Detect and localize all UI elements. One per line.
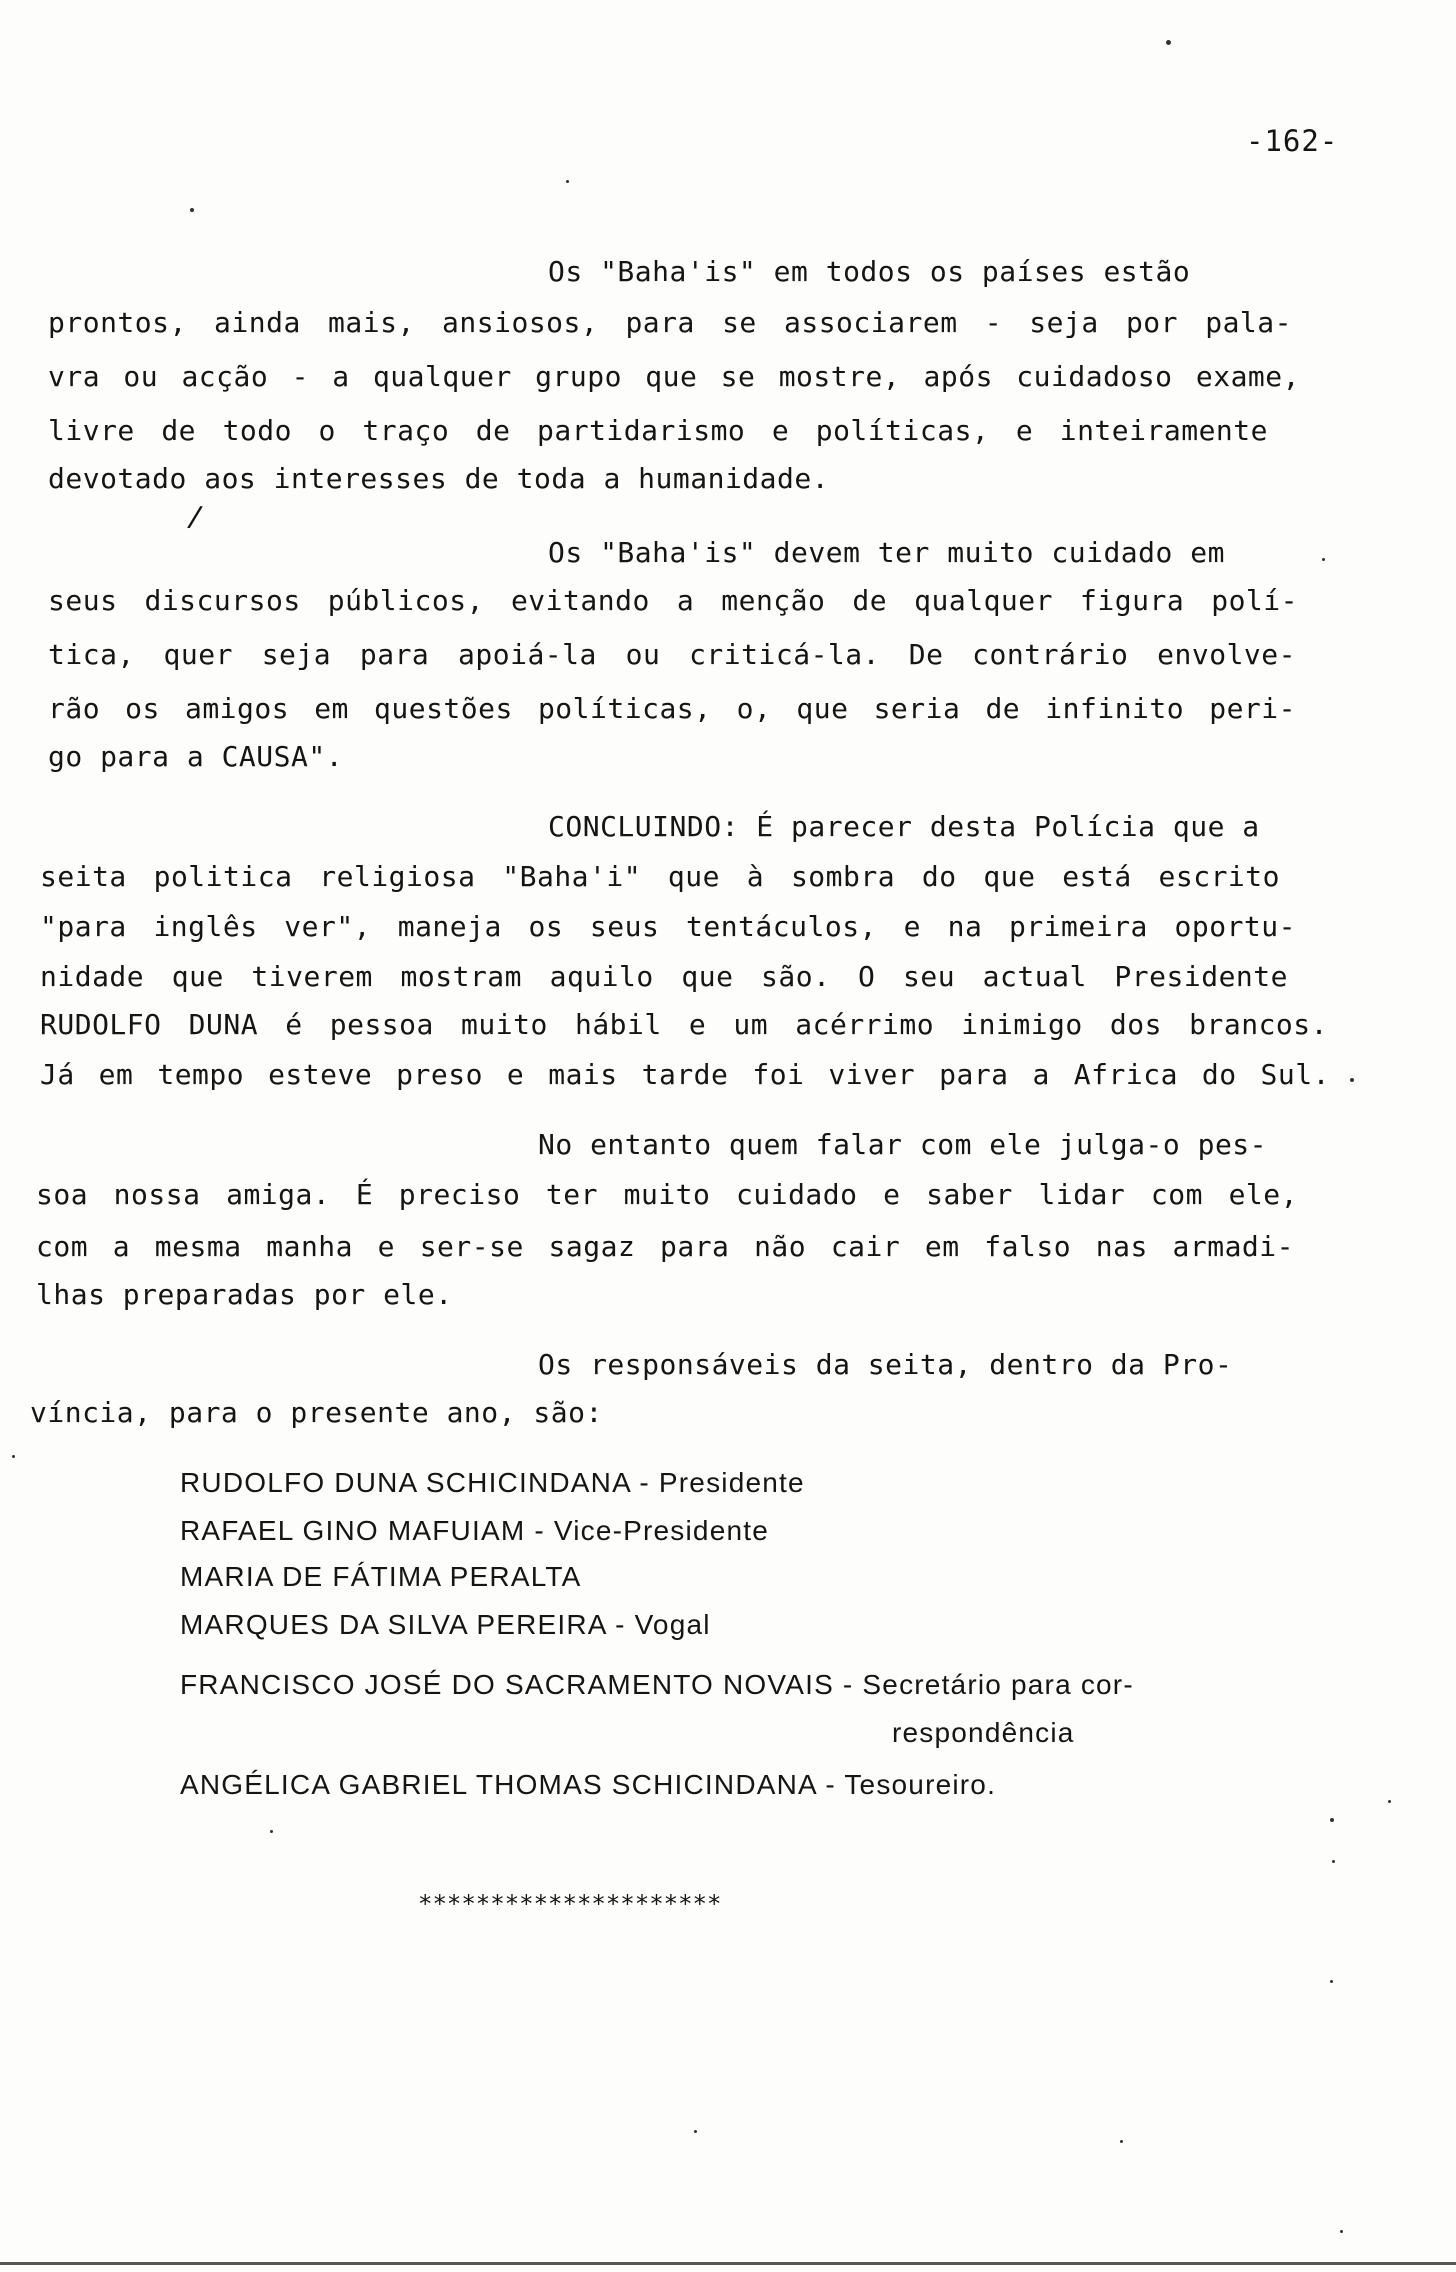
paragraph-2-line-1: Os "Baha'is" devem ter muito cuidado em — [548, 536, 1225, 569]
paragraph-2-line-2: seus discursos públicos, evitando a menção de qualquer figura polí- — [48, 584, 1298, 617]
bottom-rule — [0, 2262, 1456, 2265]
scan-speck — [1340, 2230, 1343, 2233]
page-number: -162- — [1246, 124, 1339, 158]
scan-speck — [12, 1455, 15, 1458]
paragraph-2-line-3: tica, quer seja para apoiá-la ou criticá-la. De contrário envolve- — [48, 638, 1296, 671]
officer-secretary-continuation: respondência — [892, 1717, 1075, 1748]
paragraph-3-line-5: RUDOLFO DUNA é pessoa muito hábil e um acérrimo inimigo dos brancos. — [40, 1008, 1328, 1041]
paragraph-3-line-4: nidade que tiverem mostram aquilo que são. O seu actual Presidente — [40, 960, 1288, 993]
scan-speck — [1330, 1818, 1334, 1822]
scan-speck — [1350, 1078, 1354, 1082]
paragraph-4-line-4: lhas preparadas por ele. — [36, 1278, 453, 1311]
scan-speck — [1330, 1980, 1333, 1983]
scan-speck — [1322, 558, 1325, 561]
paragraph-3-line-2: seita politica religiosa "Baha'i" que à sombra do que está escrito — [40, 860, 1280, 893]
paragraph-1-line-3: vra ou acção - a qualquer grupo que se mostre, após cuidadoso exame, — [48, 360, 1300, 393]
paragraph-5-line-1: Os responsáveis da seita, dentro da Pro- — [538, 1348, 1233, 1381]
paragraph-4-line-3: com a mesma manha e ser-se sagaz para não cair em falso nas armadi- — [36, 1230, 1294, 1263]
paragraph-3-line-1: CONCLUINDO: É parecer desta Polícia que a — [548, 810, 1260, 843]
scan-speck — [1166, 40, 1171, 45]
paragraph-3-line-3: "para inglês ver", maneja os seus tentáculos, e na primeira oportu- — [40, 910, 1296, 943]
paragraph-1-line-5: devotado aos interesses de toda a humanidade. — [48, 462, 830, 495]
scan-speck — [270, 1830, 273, 1833]
officer-secretary: FRANCISCO JOSÉ DO SACRAMENTO NOVAIS - Secretário para cor- — [180, 1669, 1134, 1700]
scan-speck — [694, 2130, 697, 2133]
scan-speck — [1332, 1860, 1335, 1863]
officer-member: MARIA DE FÁTIMA PERALTA — [180, 1561, 582, 1592]
pen-tick-mark: / — [185, 499, 206, 534]
paragraph-4-line-2: soa nossa amiga. É preciso ter muito cuidado e saber lidar com ele, — [36, 1178, 1298, 1211]
officer-vice-president: RAFAEL GINO MAFUIAM - Vice-Presidente — [180, 1515, 769, 1546]
paragraph-1-line-1: Os "Baha'is" em todos os países estão — [548, 255, 1191, 288]
paragraph-5-line-2: víncia, para o presente ano, são: — [30, 1396, 603, 1429]
paragraph-2-line-4: rão os amigos em questões políticas, o, que seria de infinito peri- — [48, 692, 1296, 725]
scan-speck — [1120, 2140, 1123, 2143]
asterisk-separator: ********************* — [418, 1890, 722, 1918]
paragraph-4-line-1: No entanto quem falar com ele julga-o pes- — [538, 1128, 1268, 1161]
officer-vogal: MARQUES DA SILVA PEREIRA - Vogal — [180, 1609, 711, 1640]
paragraph-3-line-6: Já em tempo esteve preso e mais tarde foi viver para a Africa do Sul. — [40, 1058, 1330, 1091]
scan-speck — [190, 208, 194, 212]
officer-president: RUDOLFO DUNA SCHICINDANA - Presidente — [180, 1467, 805, 1498]
officer-treasurer: ANGÉLICA GABRIEL THOMAS SCHICINDANA - Tesoureiro. — [180, 1769, 997, 1800]
paragraph-1-line-4: livre de todo o traço de partidarismo e políticas, e inteiramente — [48, 414, 1268, 447]
paragraph-1-line-2: prontos, ainda mais, ansiosos, para se associarem - seja por pala- — [48, 306, 1292, 339]
scan-speck — [566, 180, 569, 183]
paragraph-2-line-5: go para a CAUSA". — [48, 740, 344, 773]
scan-speck — [1388, 1800, 1391, 1803]
